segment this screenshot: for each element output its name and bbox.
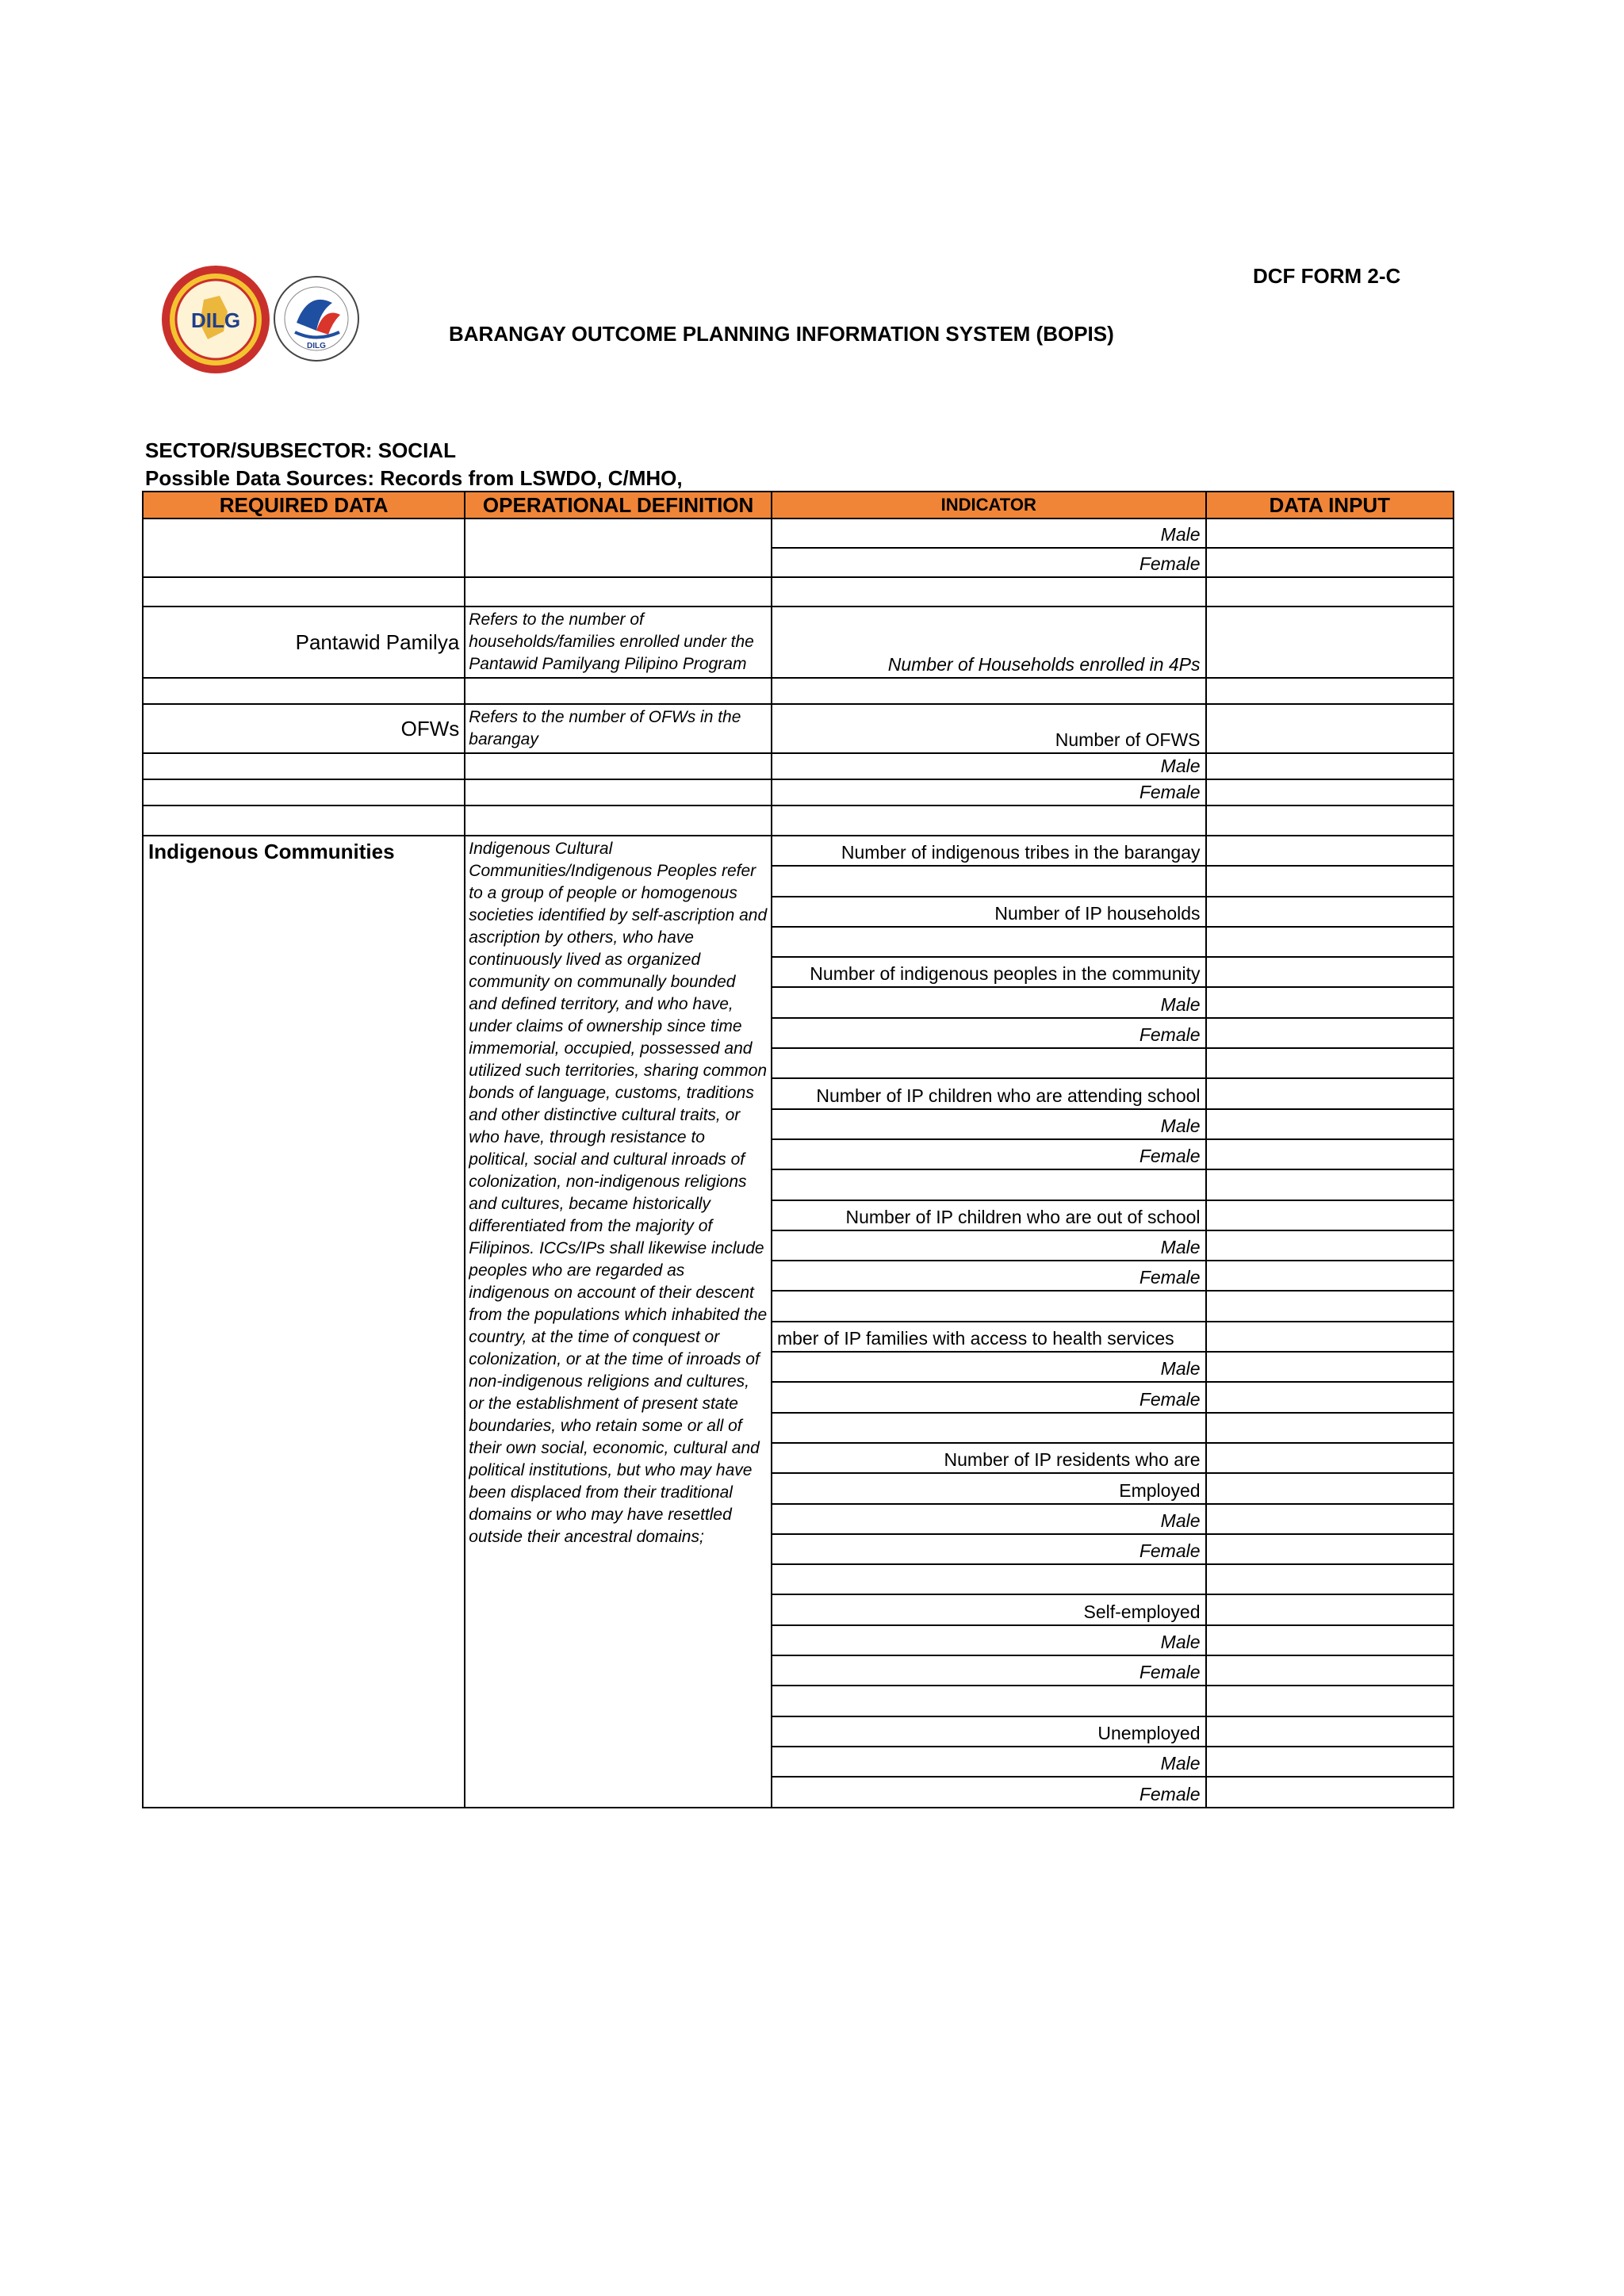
- indicator-cell: Female: [772, 1655, 1206, 1686]
- indicator-cell: [772, 1291, 1206, 1321]
- table-row: [143, 678, 1454, 704]
- indicator-cell: Male: [772, 1747, 1206, 1777]
- indicator-cell: Employed: [772, 1473, 1206, 1503]
- indicator-cell: Female: [772, 779, 1206, 806]
- data-input-cell[interactable]: [1206, 1382, 1454, 1412]
- indicator-cell: Female: [772, 1139, 1206, 1169]
- indicator-cell: Female: [772, 1534, 1206, 1564]
- dilg-seal-logo: [160, 264, 271, 375]
- definition-ofw: Refers to the number of OFWs in the barangay: [465, 704, 772, 753]
- form-title: BARANGAY OUTCOME PLANNING INFORMATION SYSTEM (BOPIS): [449, 322, 1114, 346]
- required-ofw: OFWs: [143, 704, 465, 753]
- data-input-cell[interactable]: [1206, 1504, 1454, 1534]
- data-input-cell[interactable]: [1206, 957, 1454, 987]
- data-input-cell[interactable]: [1206, 1594, 1454, 1624]
- indicator-cell: Female: [772, 1261, 1206, 1291]
- required-pantawid: Pantawid Pamilya: [143, 607, 465, 678]
- indicator-cell: [772, 1686, 1206, 1716]
- header-required-data: REQUIRED DATA: [143, 492, 465, 519]
- data-input-cell[interactable]: [1206, 1777, 1454, 1807]
- indicator-cell: [772, 866, 1206, 896]
- data-input-cell[interactable]: [1206, 1534, 1454, 1564]
- indicator-cell: Number of indigenous peoples in the community: [772, 957, 1206, 987]
- data-input-cell[interactable]: [1206, 1291, 1454, 1321]
- data-input-cell[interactable]: [1206, 1048, 1454, 1078]
- data-input-cell[interactable]: [1206, 1747, 1454, 1777]
- required-indigenous-communities: Indigenous Communities: [143, 836, 465, 1808]
- data-input-cell[interactable]: [1206, 1655, 1454, 1686]
- data-input-cell[interactable]: [1206, 1473, 1454, 1503]
- indicator-cell: [772, 1169, 1206, 1200]
- data-input-cell[interactable]: [1206, 866, 1454, 896]
- indicator-cell: Self-employed: [772, 1594, 1206, 1624]
- indicator-cell: Female: [772, 548, 1206, 577]
- data-sources-label: Possible Data Sources: Records from LSWDO, C/MHO,: [145, 466, 683, 490]
- table-row: [143, 519, 1454, 548]
- data-input-cell[interactable]: [1206, 1261, 1454, 1291]
- data-input-cell[interactable]: [1206, 1018, 1454, 1048]
- data-input-cell[interactable]: [1206, 1716, 1454, 1747]
- data-collection-table: [142, 491, 1454, 1808]
- indicator-cell: Female: [772, 1018, 1206, 1048]
- indicator-cell: Male: [772, 753, 1206, 779]
- definition-pantawid: Refers to the number of households/families enrolled under the Pantawid Pamilyang Pilipino Program: [465, 607, 772, 678]
- data-input-cell[interactable]: [1206, 1564, 1454, 1594]
- data-input-cell[interactable]: [1206, 1200, 1454, 1230]
- data-input-cell[interactable]: [1206, 607, 1454, 678]
- data-input-cell[interactable]: [1206, 519, 1454, 548]
- data-input-cell[interactable]: [1206, 1443, 1454, 1473]
- data-input-cell[interactable]: [1206, 779, 1454, 806]
- data-input-cell[interactable]: [1206, 836, 1454, 866]
- data-input-cell[interactable]: [1206, 1109, 1454, 1139]
- svg-text:DILG: DILG: [190, 308, 241, 332]
- indicator-cell: [772, 1413, 1206, 1443]
- data-input-cell[interactable]: [1206, 1352, 1454, 1382]
- indicator-cell: mber of IP families with access to health services: [772, 1322, 1206, 1352]
- indicator-cell: Unemployed: [772, 1716, 1206, 1747]
- table-header-row: [143, 492, 1454, 519]
- indicator-cell: Female: [772, 1777, 1206, 1807]
- data-input-cell[interactable]: [1206, 1413, 1454, 1443]
- data-input-cell[interactable]: [1206, 753, 1454, 779]
- indicator-cell: Male: [772, 1625, 1206, 1655]
- nbos-seal-logo: [273, 275, 360, 362]
- definition-indigenous: Indigenous Cultural Communities/Indigenous Peoples refer to a group of people or homogenous societies identified by self-ascription and ascription by others, who have continuously lived as organized community on communally bounded and defined territory, and who have, under claims of ownership since time immemorial, occupied, possessed and utilized such territories, sharing common bonds of language, customs, traditions and other distinctive cultural traits, or who have, through resistance to political, social and cultural inroads of colonization, non-indigenous religions and cultures, became historically differentiated from the majority of Filipinos. ICCs/IPs shall likewise include peoples who are regarded as indigenous on account of their descent from the populations which inhabited the country, at the time of conquest or colonization, or at the time of inroads of non-indigenous religions and cultures, or the establishment of present state boundaries, who retain some or all of their own social, economic, cultural and political institutions, but who may have been displaced from their traditional domains or who may have resettled outside their ancestral domains;: [465, 836, 772, 1808]
- data-input-cell[interactable]: [1206, 927, 1454, 957]
- table-row: [143, 577, 1454, 607]
- data-input-cell[interactable]: [1206, 577, 1454, 607]
- header-operational-definition: OPERATIONAL DEFINITION: [465, 492, 772, 519]
- header-data-input: DATA INPUT: [1206, 492, 1454, 519]
- indicator-cell: Number of IP residents who are: [772, 1443, 1206, 1473]
- table-row: [143, 779, 1454, 806]
- data-input-cell[interactable]: [1206, 987, 1454, 1017]
- indicator-cell: Number of IP households: [772, 897, 1206, 927]
- table-row: [143, 806, 1454, 836]
- indicator-cell: [772, 927, 1206, 957]
- indicator-cell: Male: [772, 1109, 1206, 1139]
- data-input-cell[interactable]: [1206, 1139, 1454, 1169]
- indicator-cell: Male: [772, 987, 1206, 1017]
- header-indicator: INDICATOR: [772, 492, 1206, 519]
- required-cell: [143, 519, 465, 577]
- data-input-cell[interactable]: [1206, 897, 1454, 927]
- indicator-cell: Male: [772, 1352, 1206, 1382]
- indicator-cell: Male: [772, 1230, 1206, 1261]
- indicator-cell: Number of IP children who are out of school: [772, 1200, 1206, 1230]
- indicator-cell: [772, 1048, 1206, 1078]
- table-row: [143, 704, 1454, 753]
- data-input-cell[interactable]: [1206, 704, 1454, 753]
- data-input-cell[interactable]: [1206, 1686, 1454, 1716]
- form-code: DCF FORM 2-C: [1253, 264, 1401, 288]
- data-input-cell[interactable]: [1206, 806, 1454, 836]
- indicator-cell: Male: [772, 519, 1206, 548]
- data-input-cell[interactable]: [1206, 1322, 1454, 1352]
- table-row: [143, 753, 1454, 779]
- data-input-cell[interactable]: [1206, 1078, 1454, 1108]
- indicator-cell: [772, 1564, 1206, 1594]
- data-input-cell[interactable]: [1206, 1169, 1454, 1200]
- indicator-cell: Female: [772, 1382, 1206, 1412]
- indicator-cell: Number of IP children who are attending school: [772, 1078, 1206, 1108]
- data-input-cell[interactable]: [1206, 1625, 1454, 1655]
- data-input-cell[interactable]: [1206, 1230, 1454, 1261]
- definition-cell: [465, 519, 772, 577]
- table-row: [143, 607, 1454, 678]
- indicator-cell: Number of indigenous tribes in the barangay: [772, 836, 1206, 866]
- data-input-cell[interactable]: [1206, 678, 1454, 704]
- indicator-pantawid: Number of Households enrolled in 4Ps: [772, 607, 1206, 678]
- sector-label: SECTOR/SUBSECTOR: SOCIAL: [145, 438, 456, 462]
- indicator-cell: Male: [772, 1504, 1206, 1534]
- data-input-cell[interactable]: [1206, 548, 1454, 577]
- indicator-ofw: Number of OFWS: [772, 704, 1206, 753]
- table-row: [143, 836, 1454, 866]
- svg-text:DILG: DILG: [307, 342, 326, 350]
